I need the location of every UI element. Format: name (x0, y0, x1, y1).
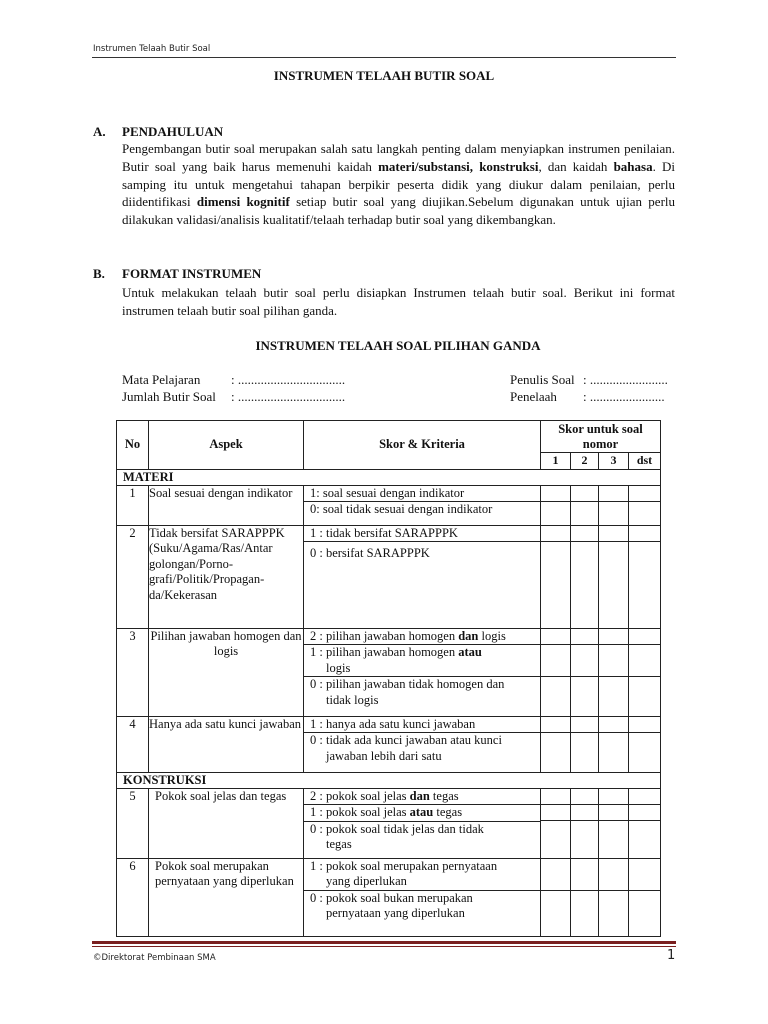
jumlah-butir-value: : ................................. (231, 389, 346, 404)
score-cell-3[interactable] (599, 628, 629, 716)
para-bold: bahasa (613, 158, 653, 174)
kriteria-text: 1 : pokok soal merupakan pernyataan (310, 858, 498, 873)
kriteria-text: logis (478, 628, 506, 643)
section-b-number: B. (93, 266, 105, 281)
score-cell-3[interactable] (599, 716, 629, 772)
mata-pelajaran-label: Mata Pelajaran (122, 372, 201, 387)
kriteria-line (304, 645, 540, 677)
telaah-table (116, 420, 661, 937)
score-cell-3[interactable] (599, 485, 629, 525)
running-header: Instrumen Telaah Butir Soal (93, 44, 211, 54)
header-soal-dst: dst (629, 453, 661, 470)
score-cell-2[interactable] (571, 525, 599, 628)
para-bold: dimensi kognitif (196, 194, 290, 210)
row-kriteria (304, 485, 541, 525)
form-title: INSTRUMEN TELAAH SOAL PILIHAN GANDA (255, 338, 541, 353)
score-cell-dst[interactable] (629, 716, 661, 772)
kriteria-line (304, 822, 540, 853)
score-cell-3[interactable] (599, 858, 629, 936)
penelaah-value: : ....................... (583, 389, 665, 404)
header-no: No (117, 421, 149, 470)
row-no: 4 (117, 716, 149, 772)
kriteria-text: tegas (433, 805, 463, 820)
table-row (117, 525, 661, 628)
kriteria-bold: atau (409, 805, 434, 820)
score-cell-2[interactable] (571, 628, 599, 716)
kriteria-line (304, 733, 540, 764)
row-aspek: Soal sesuai dengan indikator (149, 485, 304, 525)
row-no: 6 (117, 858, 149, 936)
score-cell-1[interactable] (541, 858, 571, 936)
row-no: 5 (117, 788, 149, 858)
kriteria-text: logis (326, 660, 351, 675)
score-cell-2[interactable] (571, 485, 599, 525)
kriteria-text: tegas (429, 788, 459, 803)
group-konstruksi: KONSTRUKSI (117, 772, 661, 788)
kriteria-bold: dan (409, 788, 430, 803)
kriteria-line: 0: soal tidak sesuai dengan indikator (310, 502, 493, 517)
kriteria-text: yang diperlukan (326, 874, 407, 889)
kriteria-line: 1 : tidak bersifat SARAPPPK (304, 526, 540, 542)
score-cell-dst[interactable] (629, 628, 661, 716)
group-materi: MATERI (117, 469, 661, 485)
score-cell-dst[interactable] (629, 858, 661, 936)
score-cell-3[interactable] (599, 788, 629, 858)
group-row-materi (117, 469, 661, 485)
row-no: 3 (117, 628, 149, 716)
header-soal-1: 1 (541, 453, 571, 470)
penulis-soal-label: Penulis Soal (510, 372, 575, 387)
header-soal-3: 3 (599, 453, 629, 470)
kriteria-text: 0 : pokok soal tidak jelas dan tidak (310, 821, 484, 836)
score-cell-1[interactable] (541, 788, 571, 858)
row-aspek: Pokok soal jelas dan tegas (149, 788, 304, 858)
mata-pelajaran-value: : ................................. (231, 372, 346, 387)
score-cell-1[interactable] (541, 628, 571, 716)
jumlah-butir-label: Jumlah Butir Soal (122, 389, 216, 404)
score-cell-2[interactable] (571, 858, 599, 936)
para-text: . Di samping itu untuk mengetahui tahapan berpikir peserta didik yang diukur dalam penilaian, perlu diidentifikasi (122, 158, 676, 210)
row-no: 1 (117, 485, 149, 525)
row-no: 2 (117, 525, 149, 628)
row-aspek: Hanya ada satu kunci jawaban (149, 716, 304, 772)
score-cell-dst[interactable] (629, 788, 661, 858)
kriteria-text: 2 : pilihan jawaban homogen (310, 628, 459, 643)
row-aspek: Pokok soal merupakan pernyataan yang diperlukan (149, 858, 304, 936)
table-row (117, 628, 661, 716)
kriteria-line (304, 677, 540, 708)
kriteria-bold: dan (458, 628, 479, 643)
kriteria-bold: atau (458, 645, 482, 660)
kriteria-line (304, 805, 540, 822)
kriteria-line (304, 789, 540, 806)
kriteria-line: 0 : bersifat SARAPPPK (310, 545, 430, 560)
score-cell-1[interactable] (541, 716, 571, 772)
section-a-heading: PENDAHULUAN (122, 124, 224, 139)
header-soal-2: 2 (571, 453, 599, 470)
score-cell-dst[interactable] (629, 525, 661, 628)
row-aspek: Pilihan jawaban homogen dan logis (149, 628, 304, 716)
kriteria-line: 1: soal sesuai dengan indikator (304, 486, 540, 503)
page-number: 1 (667, 948, 676, 963)
score-cell-2[interactable] (571, 716, 599, 772)
row-kriteria (304, 858, 541, 936)
para-bold: materi/substansi, konstruksi (378, 158, 539, 174)
para-text: , dan kaidah (538, 158, 614, 174)
kriteria-line: 1 : hanya ada satu kunci jawaban (304, 717, 540, 734)
kriteria-text: 1 : pokok soal jelas (310, 805, 410, 820)
row-kriteria (304, 716, 541, 772)
header-rule (92, 57, 676, 58)
penelaah-label: Penelaah (510, 389, 557, 404)
footer-rule (92, 941, 676, 944)
kriteria-text: jawaban lebih dari satu (326, 748, 442, 763)
section-a-number: A. (93, 124, 106, 139)
table-row (117, 716, 661, 772)
penulis-soal-value: : ........................ (583, 372, 668, 387)
header-aspek: Aspek (149, 421, 304, 470)
row-kriteria (304, 628, 541, 716)
kriteria-text: tidak logis (326, 692, 379, 707)
score-cell-2[interactable] (571, 788, 599, 858)
kriteria-text: tegas (326, 837, 352, 852)
score-cell-1[interactable] (541, 485, 571, 525)
table-row (117, 858, 661, 936)
kriteria-text: 0 : tidak ada kunci jawaban atau kunci (310, 733, 502, 748)
kriteria-text: 0 : pokok soal bukan merupakan (310, 890, 473, 905)
row-kriteria (304, 525, 541, 628)
footer-rule-thin (92, 946, 676, 947)
kriteria-text: 2 : pokok soal jelas (310, 788, 410, 803)
score-cell-1[interactable] (541, 525, 571, 628)
kriteria-line (304, 629, 540, 646)
para-text: Pengembangan butir soal merupakan salah satu langkah penting dalam menyiapkan instrumen penilaian. Butir soal yang baik harus memenuhi kaidah (122, 141, 675, 174)
document-title: INSTRUMEN TELAAH BUTIR SOAL (273, 68, 495, 83)
kriteria-text: pernyataan yang diperlukan (326, 906, 465, 921)
section-a-paragraph (122, 140, 675, 229)
table-row (117, 485, 661, 525)
table-header-row (117, 421, 661, 453)
header-skor-kriteria: Skor & Kriteria (304, 421, 541, 470)
kriteria-line (304, 891, 540, 922)
header-skor-soal: Skor untuk soal nomor (541, 421, 661, 453)
kriteria-text: 1 : pilihan jawaban homogen (310, 645, 459, 660)
score-cell-3[interactable] (599, 525, 629, 628)
kriteria-line (304, 859, 540, 891)
para-text: setiap butir soal yang diujikan.Sebelum digunakan untuk ujian perlu dilakukan validasi/analisis kualitatif/telaah terhadap butir soal yang dikembangkan. (122, 194, 676, 228)
footer-copyright: ©Direktorat Pembinaan SMA (93, 953, 216, 963)
row-kriteria (304, 788, 541, 858)
row-aspek: Tidak bersifat SARAPPPK (Suku/Agama/Ras/Antar golongan/Porno-grafi/Politik/Propagan-da/Kekerasan (149, 525, 304, 628)
kriteria-text: 0 : pilihan jawaban tidak homogen dan (310, 677, 505, 692)
section-b-paragraph: Untuk melakukan telaah butir soal perlu disiapkan Instrumen telaah butir soal. Berikut ini format instrumen telaah butir soal pilihan ganda. (122, 285, 675, 318)
section-b-heading: FORMAT INSTRUMEN (122, 266, 262, 281)
table-row (117, 788, 661, 858)
group-row-konstruksi (117, 772, 661, 788)
score-cell-dst[interactable] (629, 485, 661, 525)
